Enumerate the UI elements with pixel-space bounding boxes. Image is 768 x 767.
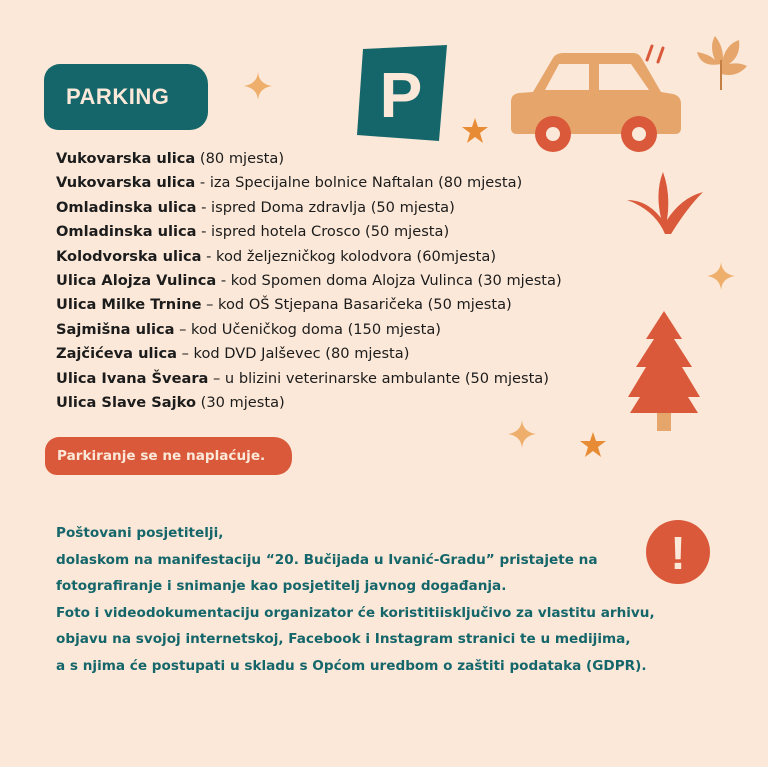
star-icon (461, 117, 489, 145)
street-name: Zajčićeva ulica (56, 345, 177, 363)
street-name: Ulica Milke Trnine (56, 296, 202, 314)
sign-letter: P (379, 59, 423, 131)
location-detail: - kod željezničkog kolodvora (60mjesta) (201, 247, 497, 265)
list-item (56, 171, 656, 195)
location-detail: - ispred hotela Crosco (50 mjesta) (196, 223, 450, 241)
list-item (56, 196, 656, 220)
location-detail: - kod Spomen doma Alojza Vulinca (30 mjesta) (216, 272, 562, 290)
location-detail: – u blizini veterinarske ambulante (50 mjesta) (208, 369, 549, 387)
location-detail: - iza Specijalne bolnice Naftalan (80 mjesta) (195, 174, 523, 192)
list-item (56, 391, 656, 415)
parking-location-list (56, 147, 656, 415)
announcement-line: dolaskom na manifestaciju “20. Bučijada u Ivanić-Gradu” pristajete na (56, 551, 598, 568)
list-item (56, 318, 656, 342)
announcement-line: objavu na svojoj internetskoj, Facebook i Instagram stranici te u medijima, (56, 631, 631, 647)
list-item (56, 147, 656, 171)
street-name: Omladinska ulica (56, 198, 197, 216)
location-detail: (30 mjesta) (196, 394, 285, 412)
sparkle-icon (507, 419, 537, 449)
list-item (56, 342, 656, 366)
street-name: Sajmišna ulica (56, 320, 175, 338)
sparkle-icon (243, 71, 273, 101)
announcement-line: a s njima će postupati u skladu s Općom uredbom o zaštiti podataka (GDPR). (56, 657, 647, 674)
street-name: Omladinska ulica (56, 223, 197, 241)
street-name: Kolodvorska ulica (56, 247, 202, 265)
street-name: Vukovarska ulica (56, 150, 196, 167)
location-detail: – kod Učeničkog doma (150 mjesta) (174, 320, 441, 338)
free-parking-notice: Parkiranje se ne naplaćuje. (45, 437, 292, 475)
parking-sign-icon (357, 45, 447, 141)
sparkle-icon (706, 261, 736, 291)
leaf-icon (693, 34, 749, 92)
page-title: PARKING (44, 64, 208, 130)
star-icon (579, 431, 607, 459)
street-name: Ulica Ivana Šveara (56, 369, 209, 387)
location-detail: – kod OŠ Stjepana Basaričeka (50 mjesta) (201, 296, 512, 314)
exclamation-icon (645, 519, 711, 585)
list-item (56, 367, 656, 391)
location-detail: - ispred Doma zdravlja (50 mjesta) (196, 198, 455, 216)
street-name: Ulica Alojza Vulinca (56, 272, 217, 290)
car-icon (505, 44, 690, 156)
list-item (56, 245, 656, 269)
visitor-announcement (56, 520, 696, 679)
announcement-line: fotografiranje i snimanje kao posjetitelj javnog događanja. (56, 578, 507, 594)
location-detail: (80 mjesta) (195, 150, 285, 167)
street-name: Ulica Slave Sajko (56, 394, 196, 412)
alert-symbol: ! (670, 527, 686, 579)
location-detail: – kod DVD Jalševec (80 mjesta) (176, 345, 410, 363)
announcement-line: Foto i videodokumentaciju organizator će koristitiisključivo za vlastitu arhivu, (56, 604, 655, 621)
list-item (56, 269, 656, 293)
list-item (56, 293, 656, 317)
announcement-line: Poštovani posjetitelji, (56, 525, 224, 541)
street-name: Vukovarska ulica (56, 174, 196, 192)
list-item (56, 220, 656, 244)
